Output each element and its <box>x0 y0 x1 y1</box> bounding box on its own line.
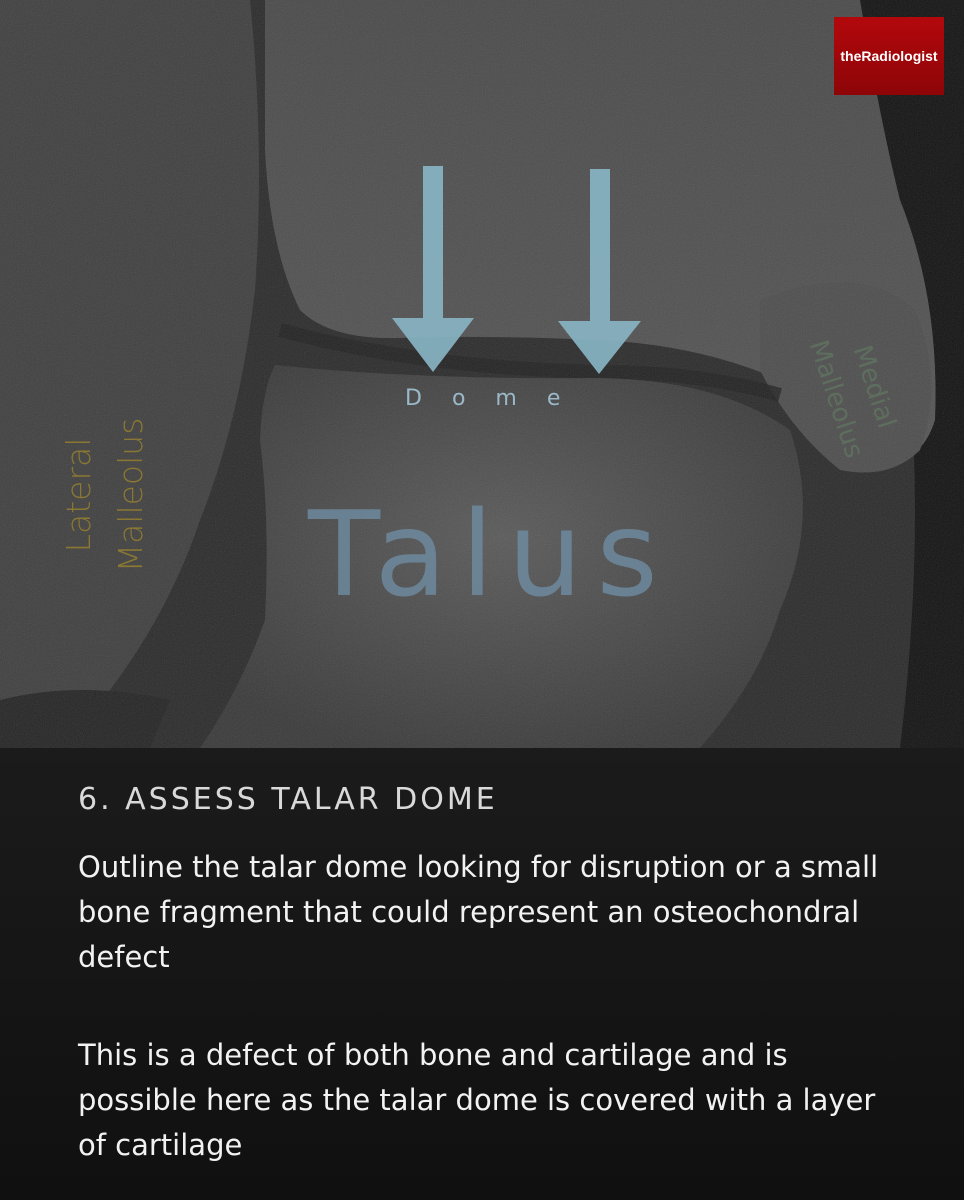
caption-heading: 6. ASSESS TALAR DOME <box>78 782 498 817</box>
dome-label: Dome <box>405 386 591 411</box>
caption-paragraph-2: This is a defect of both bone and cartilage and is possible here as the talar dome is covered with a layer of cartilage <box>78 1038 876 1162</box>
medial-malleolus-label <box>780 318 930 468</box>
medial-malleolus-text: Medial Malleolus <box>802 336 902 462</box>
talus-label: Talus <box>308 485 672 623</box>
brand-logo: theRadiologist <box>834 17 944 95</box>
lateral-malleolus-text: Lateral Malleolus <box>59 417 150 573</box>
caption-paragraph-1: Outline the talar dome looking for disruption or a small bone fragment that could represent an osteochondral defect <box>78 850 879 974</box>
lateral-malleolus-label <box>20 395 190 595</box>
